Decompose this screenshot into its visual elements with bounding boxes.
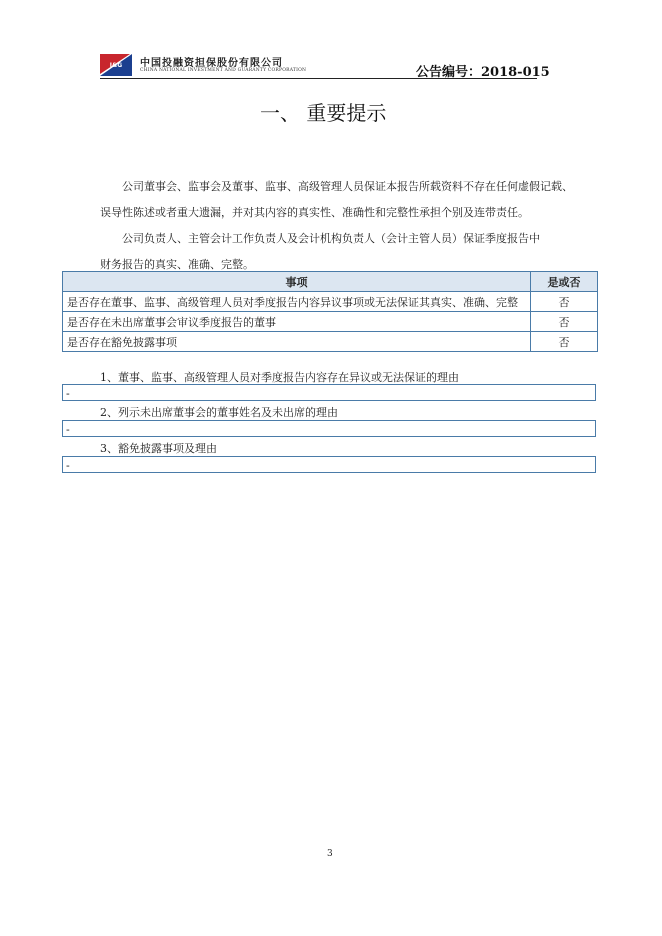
page-number: 3 — [327, 849, 333, 859]
paragraph-line-3: 公司负责人、主管会计工作负责人及会计机构负责人（会计主管人员）保证季度报告中 — [122, 232, 540, 245]
table-cell-answer: 否 — [531, 312, 598, 332]
announcement-number: 公告编号：2018-015 — [416, 65, 550, 80]
table-row — [63, 332, 598, 352]
table-cell-item: 是否存在董事、监事、高级管理人员对季度报告内容异议事项或无法保证其真实、准确、完整 — [63, 292, 531, 312]
table-cell-item: 是否存在未出席董事会审议季度报告的董事 — [63, 312, 531, 332]
table-row — [63, 312, 598, 332]
subsection-title: 1、董事、监事、高级管理人员对季度报告内容存在异议或无法保证的理由 — [100, 371, 459, 384]
subsection-title: 2、列示未出席董事会的董事姓名及未出席的理由 — [100, 406, 338, 419]
subsection-value-box: - — [62, 456, 596, 473]
table-header-row — [63, 272, 598, 292]
section-title: 一、 重要提示 — [260, 101, 387, 125]
confirmation-table — [62, 271, 598, 352]
subsection-value-box: - — [62, 384, 596, 401]
table-cell-item: 是否存在豁免披露事项 — [63, 332, 531, 352]
company-name-cn: 中国投融资担保股份有限公司 — [140, 58, 283, 69]
company-name-en: CHINA NATIONAL INVESTMENT AND GUARANTY CORPORATION — [140, 68, 307, 73]
header-divider — [100, 78, 537, 79]
column-header-answer: 是或否 — [531, 272, 598, 292]
table-cell-answer: 否 — [531, 332, 598, 352]
subsection-value-box: - — [62, 420, 596, 437]
subsection-title: 3、豁免披露事项及理由 — [100, 442, 217, 455]
paragraph-line-1: 公司董事会、监事会及董事、监事、高级管理人员保证本报告所载资料不存在任何虚假记载、 — [122, 180, 573, 193]
table-cell-answer: 否 — [531, 292, 598, 312]
table-row — [63, 292, 598, 312]
paragraph-line-2: 误导性陈述或者重大遗漏，并对其内容的真实性、准确性和完整性承担个别及连带责任。 — [100, 206, 529, 219]
column-header-item: 事项 — [63, 272, 531, 292]
paragraph-line-4: 财务报告的真实、准确、完整。 — [100, 258, 254, 271]
company-logo — [100, 54, 132, 76]
logo-text: I&G — [109, 62, 123, 69]
